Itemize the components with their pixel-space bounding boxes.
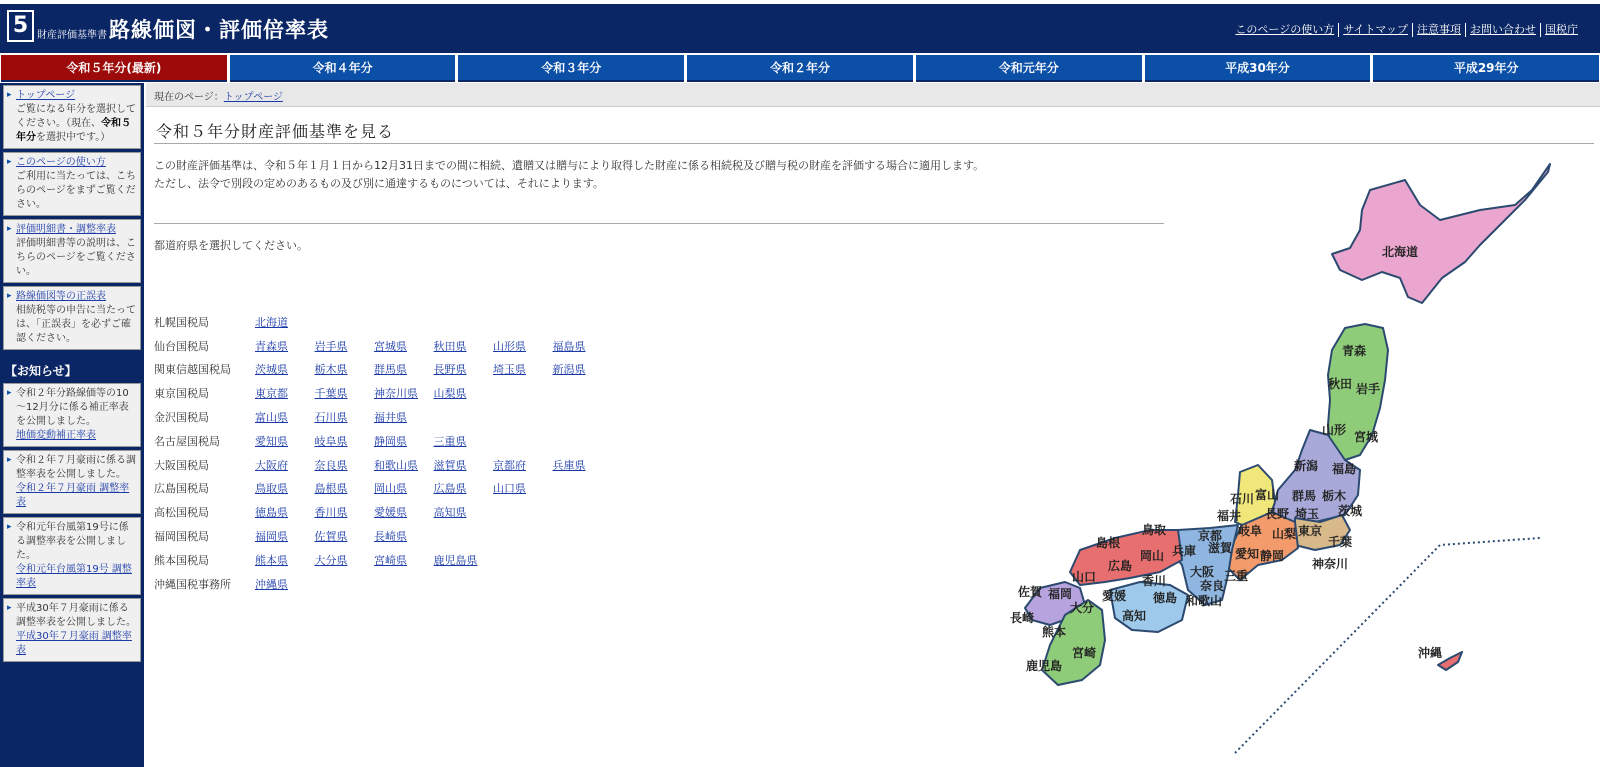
bureau-row [154, 477, 612, 501]
japan-map [1010, 150, 1585, 755]
news-link[interactable]: 平成30年７月豪雨 調整率表 [16, 631, 132, 656]
bureau-row [154, 572, 612, 596]
map-label-fukushima: 福島 [1332, 462, 1357, 476]
utility-links [1231, 23, 1582, 37]
map-label-hokkaido: 北海道 [1382, 245, 1419, 259]
pref-link[interactable]: 奈良県 [314, 458, 348, 472]
divider [154, 143, 1594, 144]
sidebar-link-top[interactable]: ▸ トップページ [16, 90, 76, 101]
map-label-kyoto: 京都 [1198, 529, 1223, 543]
bureau-row [154, 381, 612, 405]
pref-link[interactable]: 島根県 [314, 482, 348, 496]
pref-link[interactable]: 群馬県 [374, 363, 407, 377]
pref-link[interactable]: 長崎県 [374, 530, 407, 544]
pref-link[interactable]: 福井県 [374, 411, 407, 425]
bureau-row [154, 500, 612, 524]
pref-link[interactable]: 沖縄県 [255, 577, 288, 591]
map-label-toyama: 富山 [1255, 488, 1280, 502]
pref-link[interactable]: 北海道 [255, 315, 288, 329]
news-item [3, 450, 141, 514]
bureau-name: 沖縄国税事務所 [154, 577, 231, 591]
map-label-nagasaki: 長崎 [1010, 611, 1035, 625]
sidebar-link-howto[interactable]: ▸ このページの使い方 [16, 157, 106, 168]
map-label-okinawa: 沖縄 [1418, 646, 1443, 660]
sidebar-box-howto [3, 152, 141, 216]
map-label-shimane: 島根 [1096, 536, 1121, 550]
tab-h29[interactable]: 平成29年分 [1373, 55, 1599, 82]
map-label-tochigi: 栃木 [1322, 489, 1347, 503]
region-hokkaido[interactable] [1332, 164, 1550, 303]
pref-link[interactable]: 山梨県 [433, 387, 467, 401]
map-label-aomori: 青森 [1342, 344, 1367, 358]
map-label-okayama: 岡山 [1140, 549, 1165, 563]
news-item [3, 383, 141, 447]
map-label-shizuoka: 静岡 [1260, 549, 1285, 563]
sidebar-box-forms [3, 219, 141, 283]
sidebar-box-errata [3, 286, 141, 350]
map-label-yamagata: 山形 [1322, 423, 1347, 437]
tab-h30[interactable]: 平成30年分 [1145, 55, 1371, 82]
breadcrumb [146, 83, 1600, 107]
pref-link[interactable]: 滋賀県 [433, 458, 467, 472]
pref-link[interactable]: 福島県 [552, 339, 586, 353]
bureau-name: 熊本国税局 [154, 553, 209, 567]
map-label-yamanashi: 山梨 [1272, 527, 1297, 541]
pref-link[interactable]: 神奈川県 [374, 387, 418, 401]
map-label-nara: 奈良 [1200, 579, 1225, 593]
map-label-ibaraki: 茨城 [1338, 504, 1363, 518]
pref-link[interactable]: 和歌山県 [374, 458, 418, 472]
news-item [3, 598, 141, 662]
map-label-chiba: 千葉 [1328, 535, 1353, 549]
news-link[interactable]: 地価変動補正率表 [16, 430, 96, 441]
bureau-name: 大阪国税局 [154, 458, 209, 472]
map-label-ehime: 愛媛 [1102, 589, 1127, 603]
site-title[interactable]: 路線価図・評価倍率表 [109, 18, 329, 42]
sidebar-link-forms[interactable]: ▸ 評価明細書・調整率表 [16, 224, 116, 235]
map-label-ishikawa: 石川 [1230, 492, 1255, 506]
bureau-name: 福岡国税局 [154, 530, 209, 544]
pref-link[interactable]: 岩手県 [314, 339, 348, 353]
pref-link[interactable]: 茨城県 [255, 363, 288, 377]
map-label-mie: 三重 [1224, 569, 1249, 583]
bureau-name: 札幌国税局 [154, 315, 209, 329]
pref-link[interactable]: 岐阜県 [314, 434, 348, 448]
map-label-nagano: 長野 [1265, 507, 1290, 521]
map-label-yamaguchi: 山口 [1072, 570, 1097, 584]
pref-link[interactable]: 新潟県 [552, 363, 586, 377]
okinawa-inset-border [1235, 538, 1540, 753]
map-label-kanagawa: 神奈川 [1312, 557, 1349, 571]
link-nta[interactable]: 国税庁 [1540, 23, 1582, 37]
map-label-shiga: 滋賀 [1208, 541, 1233, 555]
pref-link[interactable]: 徳島県 [255, 506, 288, 520]
map-label-saitama: 埼玉 [1295, 507, 1320, 521]
sidebar-text: 評価明細書等の説明は、こちらのページをご覧ください。 [16, 238, 136, 277]
year-tabs [0, 55, 1600, 83]
map-label-aichi: 愛知 [1235, 547, 1260, 561]
map-label-kochi: 高知 [1122, 609, 1147, 623]
pref-link[interactable]: 大分県 [314, 553, 348, 567]
pref-link[interactable]: 静岡県 [374, 434, 407, 448]
pref-link[interactable]: 広島県 [433, 482, 467, 496]
link-contact[interactable]: お問い合わせ [1465, 23, 1540, 37]
pref-link[interactable]: 鹿児島県 [433, 553, 478, 567]
pref-link[interactable]: 佐賀県 [314, 530, 348, 544]
sidebar-box-top [3, 85, 141, 149]
map-label-kagoshima: 鹿児島 [1026, 659, 1063, 673]
sidebar-link-errata[interactable]: ▸ 路線価図等の正誤表 [16, 291, 106, 302]
pref-link[interactable]: 宮崎県 [374, 553, 407, 567]
intro-paragraph: この財産評価基準は、令和５年１月１日から12月31日までの間に相続、遺贈又は贈与により取得した財産に係る相続税及び贈与税の財産を評価する場合に適用します。 [154, 159, 985, 172]
news-item [3, 517, 141, 595]
map-label-tokyo: 東京 [1298, 524, 1323, 538]
pref-link[interactable]: 高知県 [433, 506, 467, 520]
tab-r4[interactable]: 令和４年分 [230, 55, 456, 82]
map-label-tokushima: 徳島 [1153, 591, 1178, 605]
news-link[interactable]: 令和２年７月豪雨 調整率表 [16, 483, 130, 508]
link-how-to-use[interactable]: このページの使い方 [1235, 23, 1335, 36]
pref-link[interactable]: 千葉県 [314, 387, 348, 401]
pref-link[interactable]: 京都府 [493, 458, 526, 472]
breadcrumb-label: 現在のページ： [154, 92, 224, 103]
sidebar-current-year: 令和５年分 [16, 118, 131, 143]
map-label-fukuoka: 福岡 [1048, 587, 1073, 601]
tab-r1[interactable]: 令和元年分 [916, 55, 1142, 82]
tab-r3[interactable]: 令和３年分 [458, 55, 684, 82]
pref-link[interactable]: 長野県 [433, 363, 467, 377]
map-label-kumamoto: 熊本 [1042, 625, 1067, 639]
sidebar-text: を選択中です。） [36, 132, 111, 143]
map-label-kagawa: 香川 [1142, 574, 1167, 588]
map-label-iwate: 岩手 [1356, 382, 1381, 396]
bureau-row [154, 334, 612, 358]
bureau-name: 仙台国税局 [154, 339, 209, 353]
map-label-miyagi: 宮城 [1354, 430, 1379, 444]
bureau-row [154, 429, 612, 453]
news-text: 令和元年台風第19号に係る調整率表を公開しました。 [16, 522, 129, 561]
map-label-gunma: 群馬 [1292, 489, 1317, 503]
map-label-oita: 大分 [1070, 601, 1095, 615]
map-label-wakayama: 和歌山 [1186, 594, 1223, 608]
pref-link[interactable]: 東京都 [255, 387, 288, 401]
map-label-osaka: 大阪 [1190, 565, 1215, 579]
bureau-name: 広島国税局 [154, 482, 209, 496]
sidebar-text: ご利用に当たっては、こちらのページをまずご覧ください。 [16, 171, 136, 210]
map-label-miyazaki: 宮崎 [1072, 646, 1097, 660]
bureau-row [154, 310, 612, 334]
pref-link[interactable]: 山口県 [493, 482, 526, 496]
pref-link[interactable]: 宮城県 [374, 339, 407, 353]
pref-link[interactable]: 香川県 [314, 506, 348, 520]
bureau-name: 名古屋国税局 [154, 434, 220, 448]
news-text: 令和２年分路線価等の10～12月分に係る補正率表を公開しました。 [16, 388, 129, 427]
news-heading: 【お知らせ】 [5, 364, 77, 378]
intro-paragraph: ただし、法令で別段の定めのあるもの及び別に通達するものについては、それによります。 [154, 177, 604, 190]
bureau-table [154, 310, 612, 596]
news-text: 令和２年７月豪雨に係る調整率表を公開しました。 [16, 455, 136, 480]
bureau-row [154, 453, 612, 477]
bureau-row [154, 524, 612, 548]
intro-text [154, 157, 999, 193]
pref-link[interactable]: 岡山県 [374, 482, 407, 496]
pref-link[interactable]: 福岡県 [255, 530, 288, 544]
logo-number-badge[interactable]: 5 [7, 10, 34, 42]
map-label-niigata: 新潟 [1294, 459, 1319, 473]
pref-link[interactable]: 大阪府 [255, 458, 288, 472]
tab-r5[interactable]: 令和５年分(最新) [1, 55, 227, 82]
bureau-name: 金沢国税局 [154, 411, 209, 425]
map-label-fukui: 福井 [1217, 509, 1242, 523]
bureau-name: 東京国税局 [154, 387, 209, 401]
bureau-row [154, 358, 612, 382]
map-label-gifu: 岐阜 [1238, 524, 1263, 538]
pref-link[interactable]: 愛知県 [255, 434, 288, 448]
pref-link[interactable]: 秋田県 [433, 339, 467, 353]
bureau-name: 高松国税局 [154, 506, 209, 520]
pref-link[interactable]: 青森県 [255, 339, 288, 353]
sidebar-text: ご覧になる年分を選択してください。（現在、 [16, 104, 136, 129]
site-header [0, 0, 1600, 53]
pref-link[interactable]: 兵庫県 [552, 458, 586, 472]
link-notes[interactable]: 注意事項 [1412, 23, 1465, 37]
news-text: 平成30年７月豪雨に係る調整率表を公開しました。 [16, 603, 136, 628]
pref-link[interactable]: 愛媛県 [374, 506, 407, 520]
map-label-hyogo: 兵庫 [1172, 544, 1197, 558]
link-sitemap[interactable]: サイトマップ [1338, 23, 1412, 37]
bureau-name: 関東信越国税局 [154, 363, 231, 377]
tab-r2[interactable]: 令和２年分 [687, 55, 913, 82]
bureau-row [154, 405, 612, 429]
logo-subtitle: 財産評価基準書 [37, 30, 107, 41]
map-label-tottori: 鳥取 [1142, 523, 1167, 537]
map-label-akita: 秋田 [1328, 377, 1353, 391]
pref-link[interactable]: 鳥取県 [255, 482, 288, 496]
pref-link[interactable]: 富山県 [255, 411, 288, 425]
sidebar [0, 83, 144, 767]
map-label-saga: 佐賀 [1018, 585, 1043, 599]
pref-link[interactable]: 熊本県 [255, 553, 288, 567]
pref-link[interactable]: 栃木県 [314, 363, 348, 377]
sidebar-text: 相続税等の申告に当たっては、「正誤表」を必ずご確認ください。 [16, 305, 136, 344]
breadcrumb-link-top[interactable]: トップページ [223, 92, 283, 103]
bureau-row [154, 548, 612, 572]
pref-link[interactable]: 山形県 [493, 339, 526, 353]
news-link[interactable]: 令和元年台風第19号 調整率表 [16, 564, 132, 589]
page-title: 令和５年分財産評価基準を見る [156, 122, 395, 141]
select-prompt: 都道府県を選択してください。 [154, 239, 308, 252]
map-label-hiroshima: 広島 [1108, 559, 1133, 573]
pref-link[interactable]: 埼玉県 [493, 363, 526, 377]
pref-link[interactable]: 石川県 [314, 411, 348, 425]
pref-link[interactable]: 三重県 [433, 434, 467, 448]
